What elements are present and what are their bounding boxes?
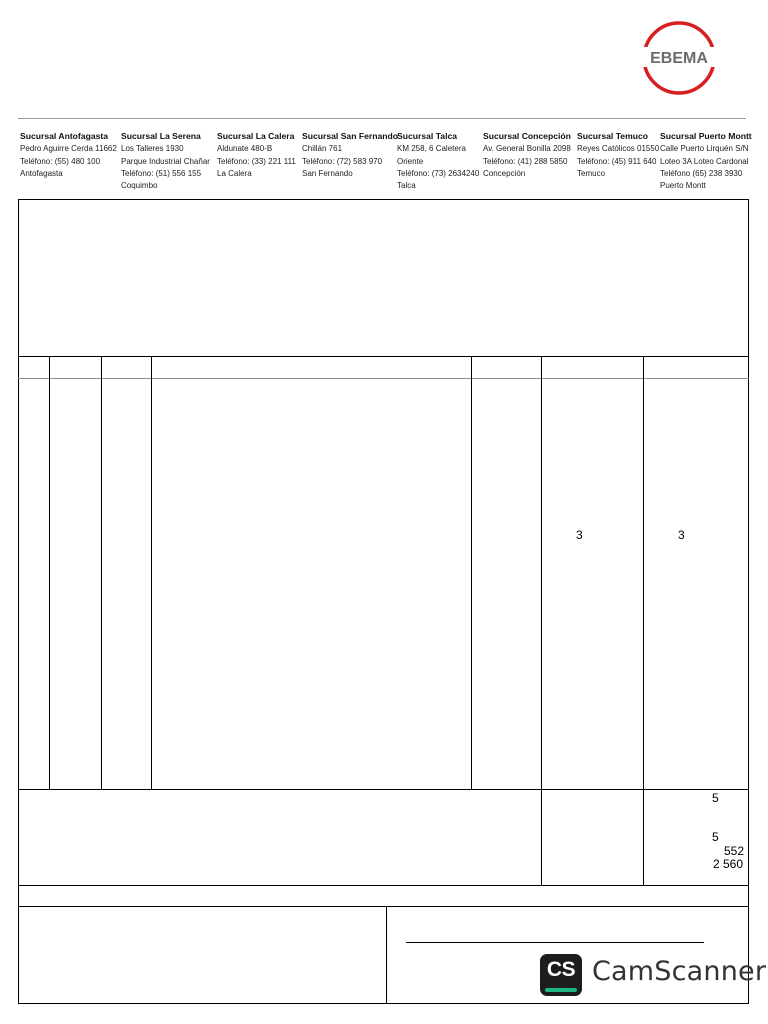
camscanner-logo-icon (540, 954, 582, 996)
branch-detail-line: Pedro Aguirre Cerda 11662 (20, 144, 117, 154)
camscanner-accent (545, 988, 577, 992)
branch-4 (397, 130, 479, 192)
branch-name: Sucursal Concepción (483, 131, 571, 141)
branch-2 (217, 130, 296, 180)
branch-detail-line: Teléfono (65) 238 3930 (660, 168, 743, 178)
branch-detail-line: Teléfono: (41) 288 5850 (483, 156, 568, 166)
branch-detail-line: La Calera (217, 168, 252, 178)
branch-detail-line: Talca (397, 181, 416, 191)
branch-detail-line: Av. General Bonilla 2098 (483, 144, 571, 154)
branch-1 (121, 130, 210, 192)
logo-text: EBEMA (650, 50, 708, 67)
branch-name: Sucursal San Fernando (302, 131, 398, 141)
branch-detail-line: Chillán 761 (302, 144, 343, 154)
total-3: 552 (724, 844, 745, 858)
camscanner-mark-text: CS (546, 958, 576, 981)
row-value-col-b: 3 (678, 528, 685, 542)
branch-detail-line: Teléfono: (73) 2634240 (397, 168, 480, 178)
row-value-col-a: 3 (576, 528, 583, 542)
header-rule (18, 118, 746, 119)
total-4: 2 560 (713, 857, 744, 871)
branch-5 (483, 130, 571, 180)
branch-detail-line: Teléfono: (55) 480 100 (20, 156, 101, 166)
ebema-logo (639, 18, 719, 98)
branch-detail-line: San Fernando (302, 168, 353, 178)
branch-detail-line: Loteo 3A Loteo Cardonal (660, 156, 749, 166)
branch-detail-line: Puerto Montt (660, 181, 706, 191)
branch-detail-line: Reyes Católicos 01550 (577, 144, 660, 154)
branch-name: Sucursal Temuco (577, 131, 648, 141)
branch-name: Sucursal La Calera (217, 131, 295, 141)
branch-name: Sucursal Talca (397, 131, 458, 141)
total-1: 5 (712, 791, 719, 805)
branch-detail-line: Teléfono: (51) 556 155 (121, 168, 202, 178)
branch-detail-line: Los Talleres 1930 (121, 144, 184, 154)
branch-detail-line: Concepción (483, 168, 526, 178)
camscanner-wordmark: CamScanner (592, 956, 767, 987)
branch-detail-line: Teléfono: (45) 911 640 (577, 156, 657, 166)
branch-0 (20, 130, 117, 180)
branch-detail-line: Antofagasta (20, 168, 63, 178)
branch-detail-line: Parque Industrial Chañar (121, 156, 210, 166)
branch-detail-line: KM 258, 6 Caletera (397, 144, 466, 154)
branch-detail-line: Temuco (577, 168, 606, 178)
total-2: 5 (712, 830, 719, 844)
branch-detail-line: Oriente (397, 156, 424, 166)
branch-7 (660, 130, 752, 192)
branch-detail-line: Teléfono: (33) 221 111 (217, 156, 296, 166)
branch-name: Sucursal La Serena (121, 131, 201, 141)
branch-detail-line: Teléfono: (72) 583 970 (302, 156, 383, 166)
branch-detail-line: Coquimbo (121, 181, 158, 191)
branch-3 (302, 130, 398, 180)
branch-detail-line: Calle Puerto Lirquén S/N (660, 144, 749, 154)
branch-name: Sucursal Puerto Montt (660, 131, 752, 141)
branch-6 (577, 130, 659, 180)
branch-detail-line: Aldunate 480-B (217, 144, 273, 154)
branch-name: Sucursal Antofagasta (20, 131, 109, 141)
